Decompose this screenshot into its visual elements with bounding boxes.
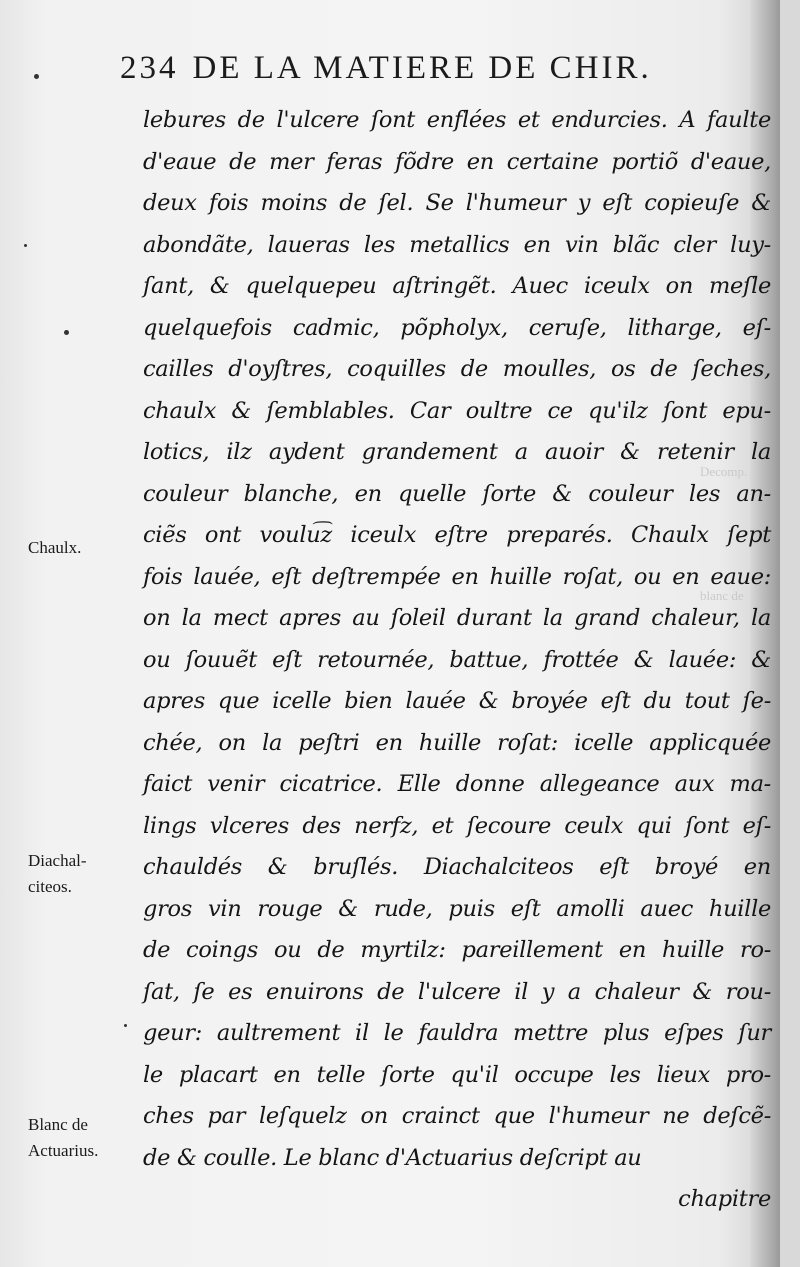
text-line: de coings ou de myrtilz: pareillement en huille ro- [143,937,771,963]
text-line: ſant, & quelquepeu aſtringẽt. Auec iceulx on meſle [143,273,771,299]
text-line: couleur blanche, en quelle ſorte & couleur les an- [143,480,771,507]
text-line: chaulx & ſemblables. Car oultre ce qu'ilz ſont epu- [143,397,771,424]
text-line: gros vin rouge & rude, puis eſt amolli auec huille [143,895,771,922]
show-through-text: blanc de [700,588,744,603]
margin-note-chaulx [28,535,81,561]
text-line: lebures de l'ulcere ſont enflées et endurcies. A faulte [143,107,771,133]
show-through-text: Decomp. [700,464,748,479]
margin-note-label: Diachal- [28,851,87,870]
margin-dot [124,1024,127,1027]
margin-note-diachalciteos [28,848,87,900]
text-line: fois lauée, eſt deſtrempée en huille roſat, ou en eaue: [143,563,771,590]
text-line: lotics, ilz aydent grandement a auoir & retenir la [143,439,771,465]
text-line: quelquefois cadmic, põpholyx, ceruſe, litharge, eſ- [143,314,771,341]
text-line: on la mect apres au ſoleil durant la grand chaleur, la [143,605,771,631]
text-line: ſat, ſe es enuirons de l'ulcere il y a chaleur & rou- [143,978,771,1005]
margin-dot [64,330,69,335]
text-line: geur: aultrement il le fauldra mettre plus eſpes ſur [143,1020,771,1046]
margin-note-label: citeos. [28,877,72,896]
text-line: ou ſouuẽt eſt retournée, battue, frottée & lauée: & [143,646,771,673]
margin-note-label: Blanc de [28,1115,88,1134]
text-line: de & coulle. Le blanc d'Actuarius deſcript au [143,1144,642,1171]
page-number: 234 [120,50,179,86]
catchword: chapitre [678,1186,771,1212]
margin-dot [34,74,39,79]
text-line: cailles d'oyſtres, coquilles de moulles, os de ſeches, [143,356,771,382]
text-line: faict venir cicatrice. Elle donne allegeance aux ma- [143,771,771,797]
text-line: ches par leſquelz on crainct que l'humeur ne deſcẽ- [143,1103,771,1129]
text-line: abondãte, laueras les metallics en vin blãc cler luy- [143,231,771,258]
text-line: deux fois moins de ſel. Se l'humeur y eſt copieuſe & [143,190,771,216]
body-text [143,100,771,1221]
text-line: le placart en telle ſorte qu'il occupe les lieux pro- [143,1061,771,1088]
text-line: lings vlceres des nerfz, et ſecoure ceulx qui ſont eſ- [143,812,771,839]
text-line: d'eaue de mer feras fõdre en certaine portiõ d'eaue, [143,148,771,175]
margin-dot [24,244,27,247]
margin-note-blanc-actuarius [28,1112,98,1164]
margin-note-label: Actuarius. [28,1141,99,1160]
text-line: apres que icelle bien lauée & broyée eſt du tout ſe- [143,688,771,714]
running-title: DE LA MATIERE DE CHIR. [192,50,652,86]
text-line: chée, on la peſtri en huille roſat: icelle applicquée [143,729,771,756]
running-header [120,50,800,98]
margin-note-label: Chaulx. [28,538,82,557]
text-line: chauldés & bruſlés. Diachalciteos eſt broyé en [143,854,771,880]
text-line: ciẽs ont voulu͡z iceulx eſtre preparés. Chaulx ſept [143,522,771,548]
